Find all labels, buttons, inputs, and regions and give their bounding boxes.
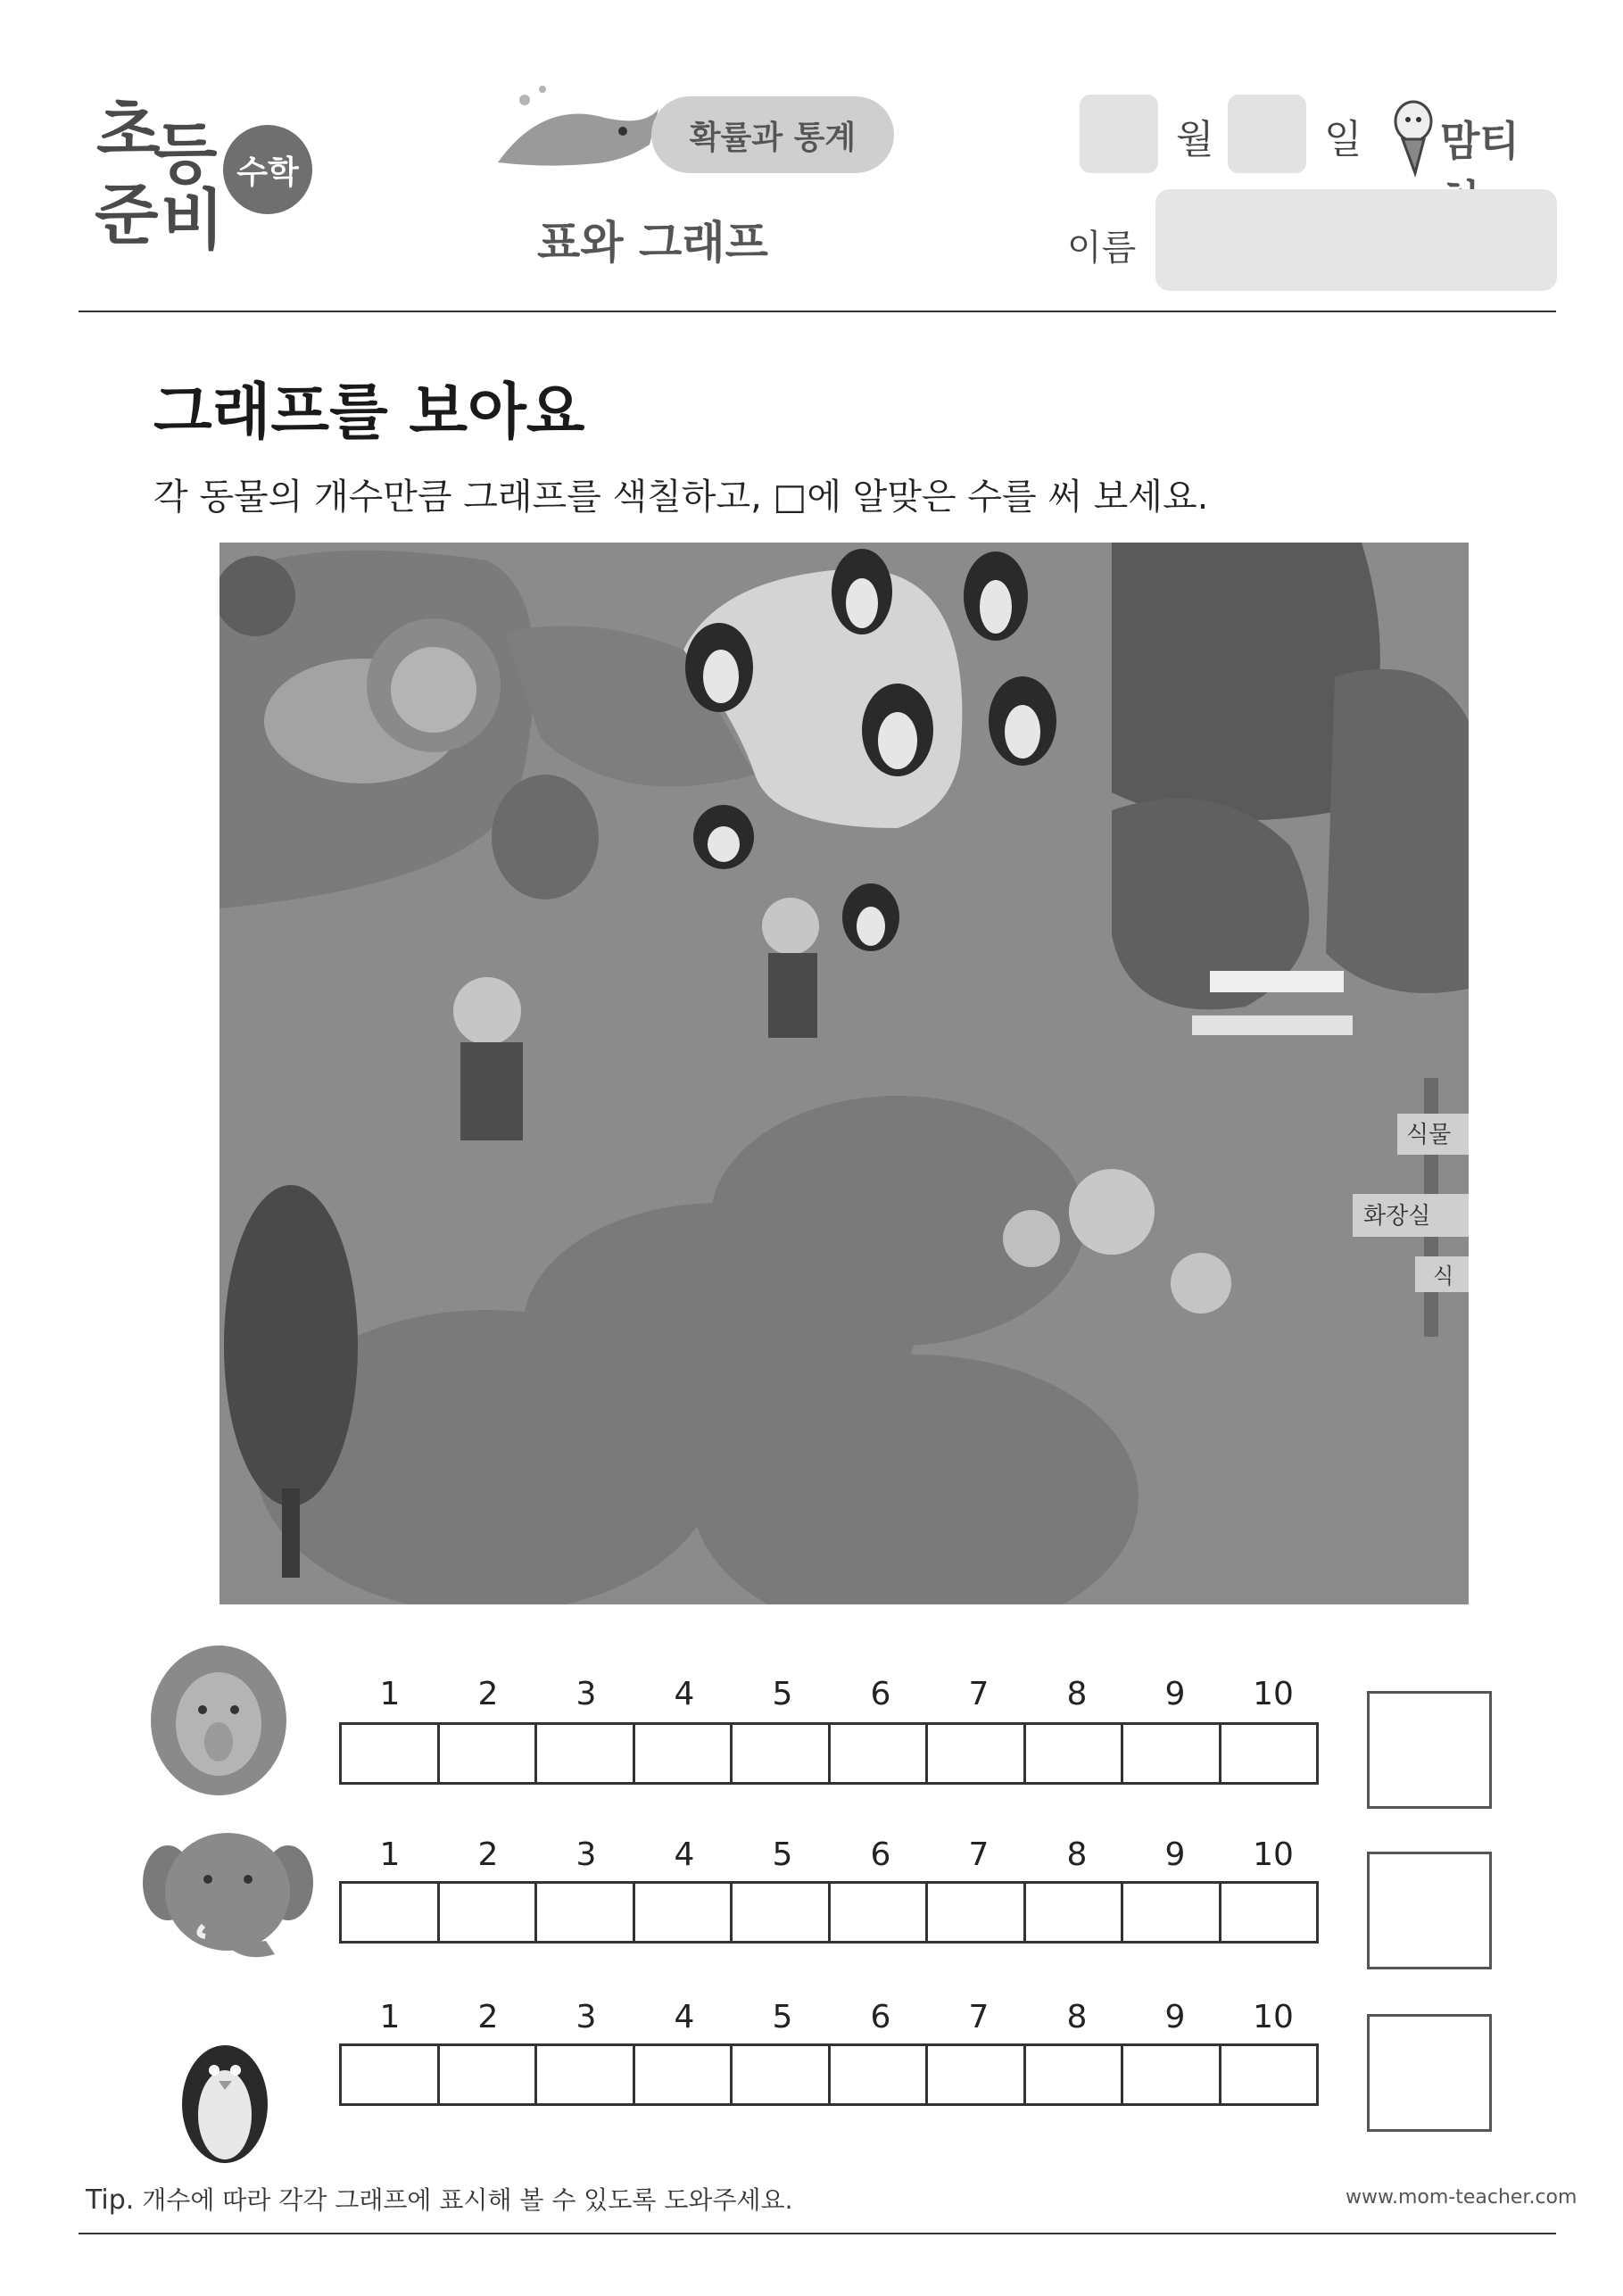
lion-icon bbox=[147, 1642, 290, 1798]
graph-number: 1 bbox=[379, 1999, 401, 2035]
graph-number: 1 bbox=[379, 1676, 401, 1712]
graph-cell[interactable] bbox=[440, 1884, 538, 1941]
graph-cell[interactable] bbox=[440, 2046, 538, 2103]
graph-cell[interactable] bbox=[1221, 1884, 1317, 1941]
lion-answer-box[interactable] bbox=[1367, 1691, 1492, 1809]
graph-cell[interactable] bbox=[1026, 1725, 1124, 1782]
graph-number: 10 bbox=[1253, 1999, 1294, 2035]
pencil-icon bbox=[1388, 96, 1442, 177]
elephant-icon bbox=[141, 1820, 315, 1972]
graph-cell[interactable] bbox=[635, 2046, 733, 2103]
page-title: 그래프를 보아요 bbox=[153, 377, 585, 448]
subject-badge: 수학 bbox=[223, 125, 312, 214]
graph-cell[interactable] bbox=[1221, 1725, 1317, 1782]
graph-number: 8 bbox=[1066, 1676, 1088, 1712]
graph-cell[interactable] bbox=[733, 1884, 831, 1941]
graph-number: 6 bbox=[870, 1676, 891, 1712]
graph-number: 5 bbox=[772, 1999, 793, 2035]
logo-char: 초 bbox=[96, 93, 161, 170]
graph-number: 10 bbox=[1253, 1676, 1294, 1712]
topic-badge: 확률과 통계 bbox=[651, 96, 894, 173]
graph-number: 4 bbox=[674, 1836, 695, 1873]
graph-number: 4 bbox=[674, 1999, 695, 2035]
graph-cell[interactable] bbox=[635, 1884, 733, 1941]
graph-cell[interactable] bbox=[440, 1725, 538, 1782]
graph-cell[interactable] bbox=[537, 1884, 635, 1941]
graph-cell[interactable] bbox=[928, 1884, 1026, 1941]
name-label: 이름 bbox=[1067, 228, 1137, 269]
site-url: www.mom-teacher.com bbox=[1346, 2186, 1577, 2209]
penguin-icon bbox=[170, 2026, 281, 2168]
logo bbox=[89, 82, 321, 296]
graph-cell[interactable] bbox=[537, 2046, 635, 2103]
logo-char: 준 bbox=[95, 177, 159, 253]
graph-cell[interactable] bbox=[635, 1725, 733, 1782]
day-field[interactable] bbox=[1228, 95, 1306, 173]
graph-number: 2 bbox=[477, 1999, 499, 2035]
graph-cell[interactable] bbox=[831, 1725, 929, 1782]
brand-name: 맘티 bbox=[1440, 117, 1519, 165]
worksheet-subtitle: 표와 그래프 bbox=[537, 217, 768, 269]
graph-row-numbers bbox=[341, 1836, 1322, 1873]
month-label: 월 bbox=[1176, 117, 1214, 162]
graph-number: 7 bbox=[968, 1676, 990, 1712]
graph-cell[interactable] bbox=[342, 1725, 440, 1782]
graph-cell[interactable] bbox=[831, 1884, 929, 1941]
graph-number: 9 bbox=[1164, 1999, 1186, 2035]
graph-row-numbers bbox=[341, 1999, 1322, 2035]
graph-number: 8 bbox=[1066, 1836, 1088, 1873]
elephant-answer-box[interactable] bbox=[1367, 1852, 1492, 1969]
graph-number: 7 bbox=[968, 1999, 990, 2035]
header-divider bbox=[79, 311, 1556, 312]
graph-cell[interactable] bbox=[831, 2046, 929, 2103]
graph-number: 5 bbox=[772, 1676, 793, 1712]
elephant-graph-cells bbox=[339, 1881, 1319, 1944]
lion-graph-cells bbox=[339, 1722, 1319, 1785]
logo-char: 등 bbox=[153, 116, 218, 193]
graph-number: 5 bbox=[772, 1836, 793, 1873]
month-field[interactable] bbox=[1080, 95, 1158, 173]
graph-cell[interactable] bbox=[1123, 1725, 1221, 1782]
penguin-answer-box[interactable] bbox=[1367, 2014, 1492, 2132]
tip-body: 개수에 따라 각각 그래프에 표시해 볼 수 있도록 도와주세요. bbox=[142, 2185, 793, 2215]
graph-number: 6 bbox=[870, 1999, 891, 2035]
graph-number: 4 bbox=[674, 1676, 695, 1712]
graph-cell[interactable] bbox=[342, 2046, 440, 2103]
graph-number: 2 bbox=[477, 1836, 499, 1873]
sign-text: 식 bbox=[1433, 1264, 1454, 1289]
instruction-text: 각 동물의 개수만큼 그래프를 색칠하고, □에 알맞은 수를 써 보세요. bbox=[153, 477, 1209, 518]
footer-divider bbox=[79, 2233, 1556, 2234]
graph-cell[interactable] bbox=[928, 1725, 1026, 1782]
graph-number: 3 bbox=[576, 1836, 597, 1873]
graph-cell[interactable] bbox=[1026, 1884, 1124, 1941]
graph-number: 9 bbox=[1164, 1836, 1186, 1873]
graph-number: 7 bbox=[968, 1836, 990, 1873]
zoo-illustration bbox=[219, 543, 1469, 1604]
penguin-graph-cells bbox=[339, 2043, 1319, 2106]
graph-number: 10 bbox=[1253, 1836, 1294, 1873]
graph-number: 8 bbox=[1066, 1999, 1088, 2035]
tip-text bbox=[86, 2181, 793, 2217]
graph-number: 1 bbox=[379, 1836, 401, 1873]
graph-cell[interactable] bbox=[928, 2046, 1026, 2103]
graph-cell[interactable] bbox=[1123, 2046, 1221, 2103]
day-label: 일 bbox=[1324, 117, 1362, 162]
graph-number: 6 bbox=[870, 1836, 891, 1873]
graph-number: 3 bbox=[576, 1999, 597, 2035]
graph-cell[interactable] bbox=[733, 1725, 831, 1782]
graph-cell[interactable] bbox=[342, 1884, 440, 1941]
graph-cell[interactable] bbox=[537, 1725, 635, 1782]
graph-number: 2 bbox=[477, 1676, 499, 1712]
name-field[interactable] bbox=[1155, 189, 1557, 291]
graph-cell[interactable] bbox=[1026, 2046, 1124, 2103]
sign-text: 화장실 bbox=[1363, 1203, 1431, 1230]
sign-text: 식물 bbox=[1406, 1122, 1452, 1148]
graph-cell[interactable] bbox=[733, 2046, 831, 2103]
tip-prefix: Tip. bbox=[86, 2184, 135, 2216]
fish-icon bbox=[489, 82, 667, 189]
graph-cell[interactable] bbox=[1123, 1884, 1221, 1941]
logo-char: 비 bbox=[161, 182, 225, 259]
graph-number: 9 bbox=[1164, 1676, 1186, 1712]
graph-cell[interactable] bbox=[1221, 2046, 1317, 2103]
graph-number: 3 bbox=[576, 1676, 597, 1712]
graph-row-numbers bbox=[341, 1676, 1322, 1712]
brand-logo bbox=[1388, 96, 1558, 177]
